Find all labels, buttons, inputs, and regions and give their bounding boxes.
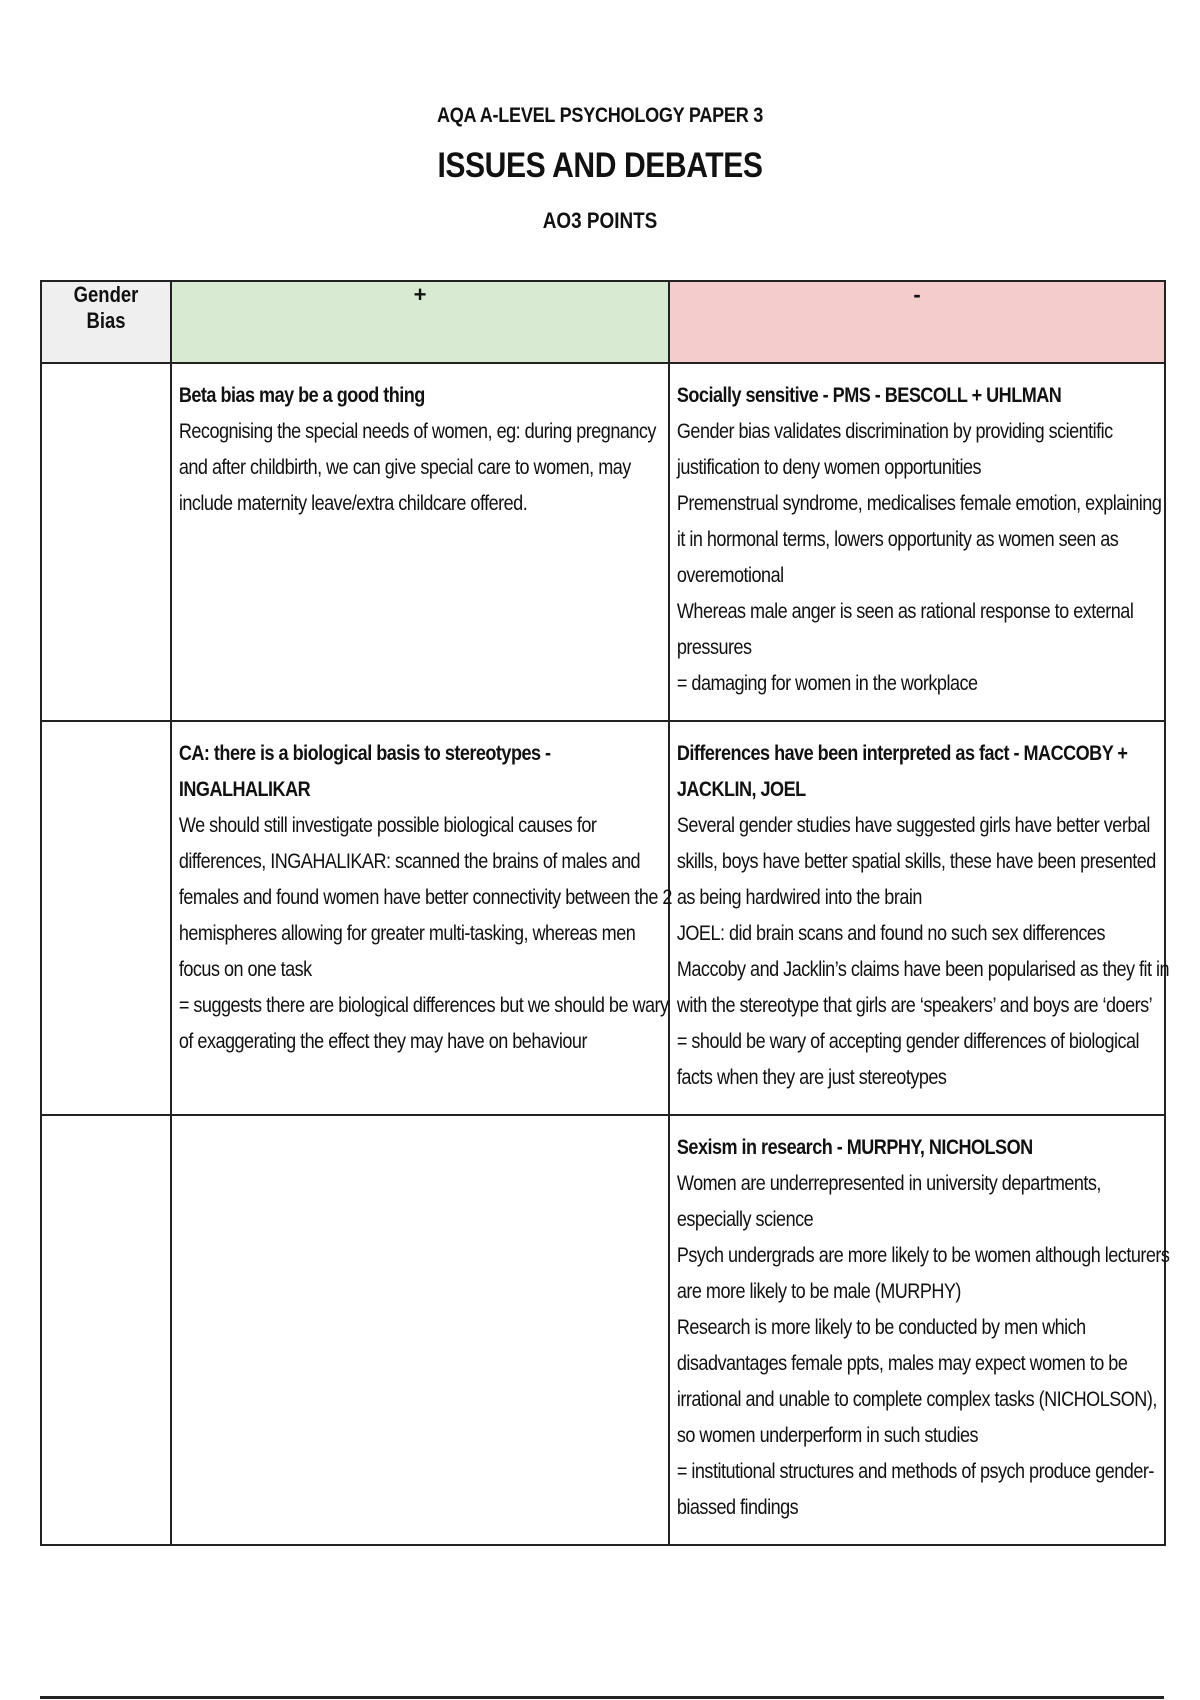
bottom-divider (40, 1696, 1164, 1699)
topic-header-label: Gender Bias (73, 282, 139, 333)
minus-point-line: Whereas male anger is seen as rational response to external pressures (676, 600, 1134, 659)
table-row (41, 363, 1165, 721)
table-row (41, 1115, 1165, 1545)
weaknesses-header-cell (669, 281, 1165, 363)
plus-point-line: We should still investigate possible biological causes for differences, INGAHALIKAR: scanned the brains of males and females and found women have better connectivity between the 2 hemispheres allowing for greater multi-tasking, whereas men focus on one task (178, 814, 672, 981)
minus-point-heading: Differences have been interpreted as fact - MACCOBY + JACKLIN, JOEL (676, 742, 1128, 801)
minus-point-line: Psych undergrads are more likely to be women although lecturers are more likely to be male (MURPHY) (676, 1244, 1170, 1303)
plus-cell (171, 721, 672, 1115)
table-row (41, 721, 1165, 1115)
minus-point-heading: Socially sensitive - PMS - BESCOLL + UHLMAN (676, 384, 1062, 407)
minus-point-line: Research is more likely to be conducted by men which disadvantages female ppts, males may expect women to be irrational and unable to complete complex tasks (NICHOLSON), so women underperform in such studies (676, 1316, 1157, 1447)
document-caption: AO3 POINTS (542, 208, 658, 233)
plus-header-label: + (413, 282, 427, 307)
minus-cell (669, 1115, 1170, 1545)
topic-cell (41, 721, 171, 1115)
plus-point-heading: CA: there is a biological basis to stereotypes - INGALHALIKAR (178, 742, 551, 801)
ao3-table (40, 280, 1170, 1546)
plus-cell (171, 363, 669, 721)
minus-point-line: Premenstrual syndrome, medicalises female emotion, explaining it in hormonal terms, lowers opportunity as women seen as overemotional (676, 492, 1162, 587)
table-header-row (41, 281, 1165, 363)
minus-point-conclusion: = damaging for women in the workplace (676, 672, 978, 695)
topic-header-cell (41, 281, 171, 363)
document-subtitle: AQA A-LEVEL PSYCHOLOGY PAPER 3 (436, 104, 764, 127)
minus-point-line: Women are underrepresented in university departments, especially science (676, 1172, 1101, 1231)
minus-point-line: JOEL: did brain scans and found no such sex differences (676, 922, 1105, 945)
plus-point-line: Recognising the special needs of women, eg: during pregnancy and after childbirth, we can give special care to women, may include maternity leave/extra childcare offered. (178, 420, 656, 515)
minus-point-line: Gender bias validates discrimination by providing scientific justification to deny women opportunities (676, 420, 1113, 479)
plus-cell (171, 1115, 669, 1545)
topic-cell (41, 363, 171, 721)
strengths-header-cell (171, 281, 669, 363)
minus-point-conclusion: = institutional structures and methods of psych produce gender-biassed findings (676, 1460, 1154, 1519)
minus-point-conclusion: = should be wary of accepting gender differences of biological facts when they are just stereotypes (676, 1030, 1140, 1089)
minus-header-label: - (913, 282, 921, 307)
minus-cell (669, 721, 1170, 1115)
document-title: ISSUES AND DEBATES (437, 146, 763, 185)
minus-point-heading: Sexism in research - MURPHY, NICHOLSON (676, 1136, 1033, 1159)
plus-point-heading: Beta bias may be a good thing (178, 384, 425, 407)
minus-point-line: Several gender studies have suggested girls have better verbal skills, boys have better spatial skills, these have been presented as being hardwired into the brain (676, 814, 1156, 909)
plus-point-conclusion: = suggests there are biological differences but we should be wary of exaggerating the effect they may have on behaviour (178, 994, 669, 1053)
minus-cell (669, 363, 1165, 721)
topic-cell (41, 1115, 171, 1545)
minus-point-line: Maccoby and Jacklin’s claims have been popularised as they fit in with the stereotype that girls are ‘speakers’ and boys are ‘doers’ (676, 958, 1170, 1017)
